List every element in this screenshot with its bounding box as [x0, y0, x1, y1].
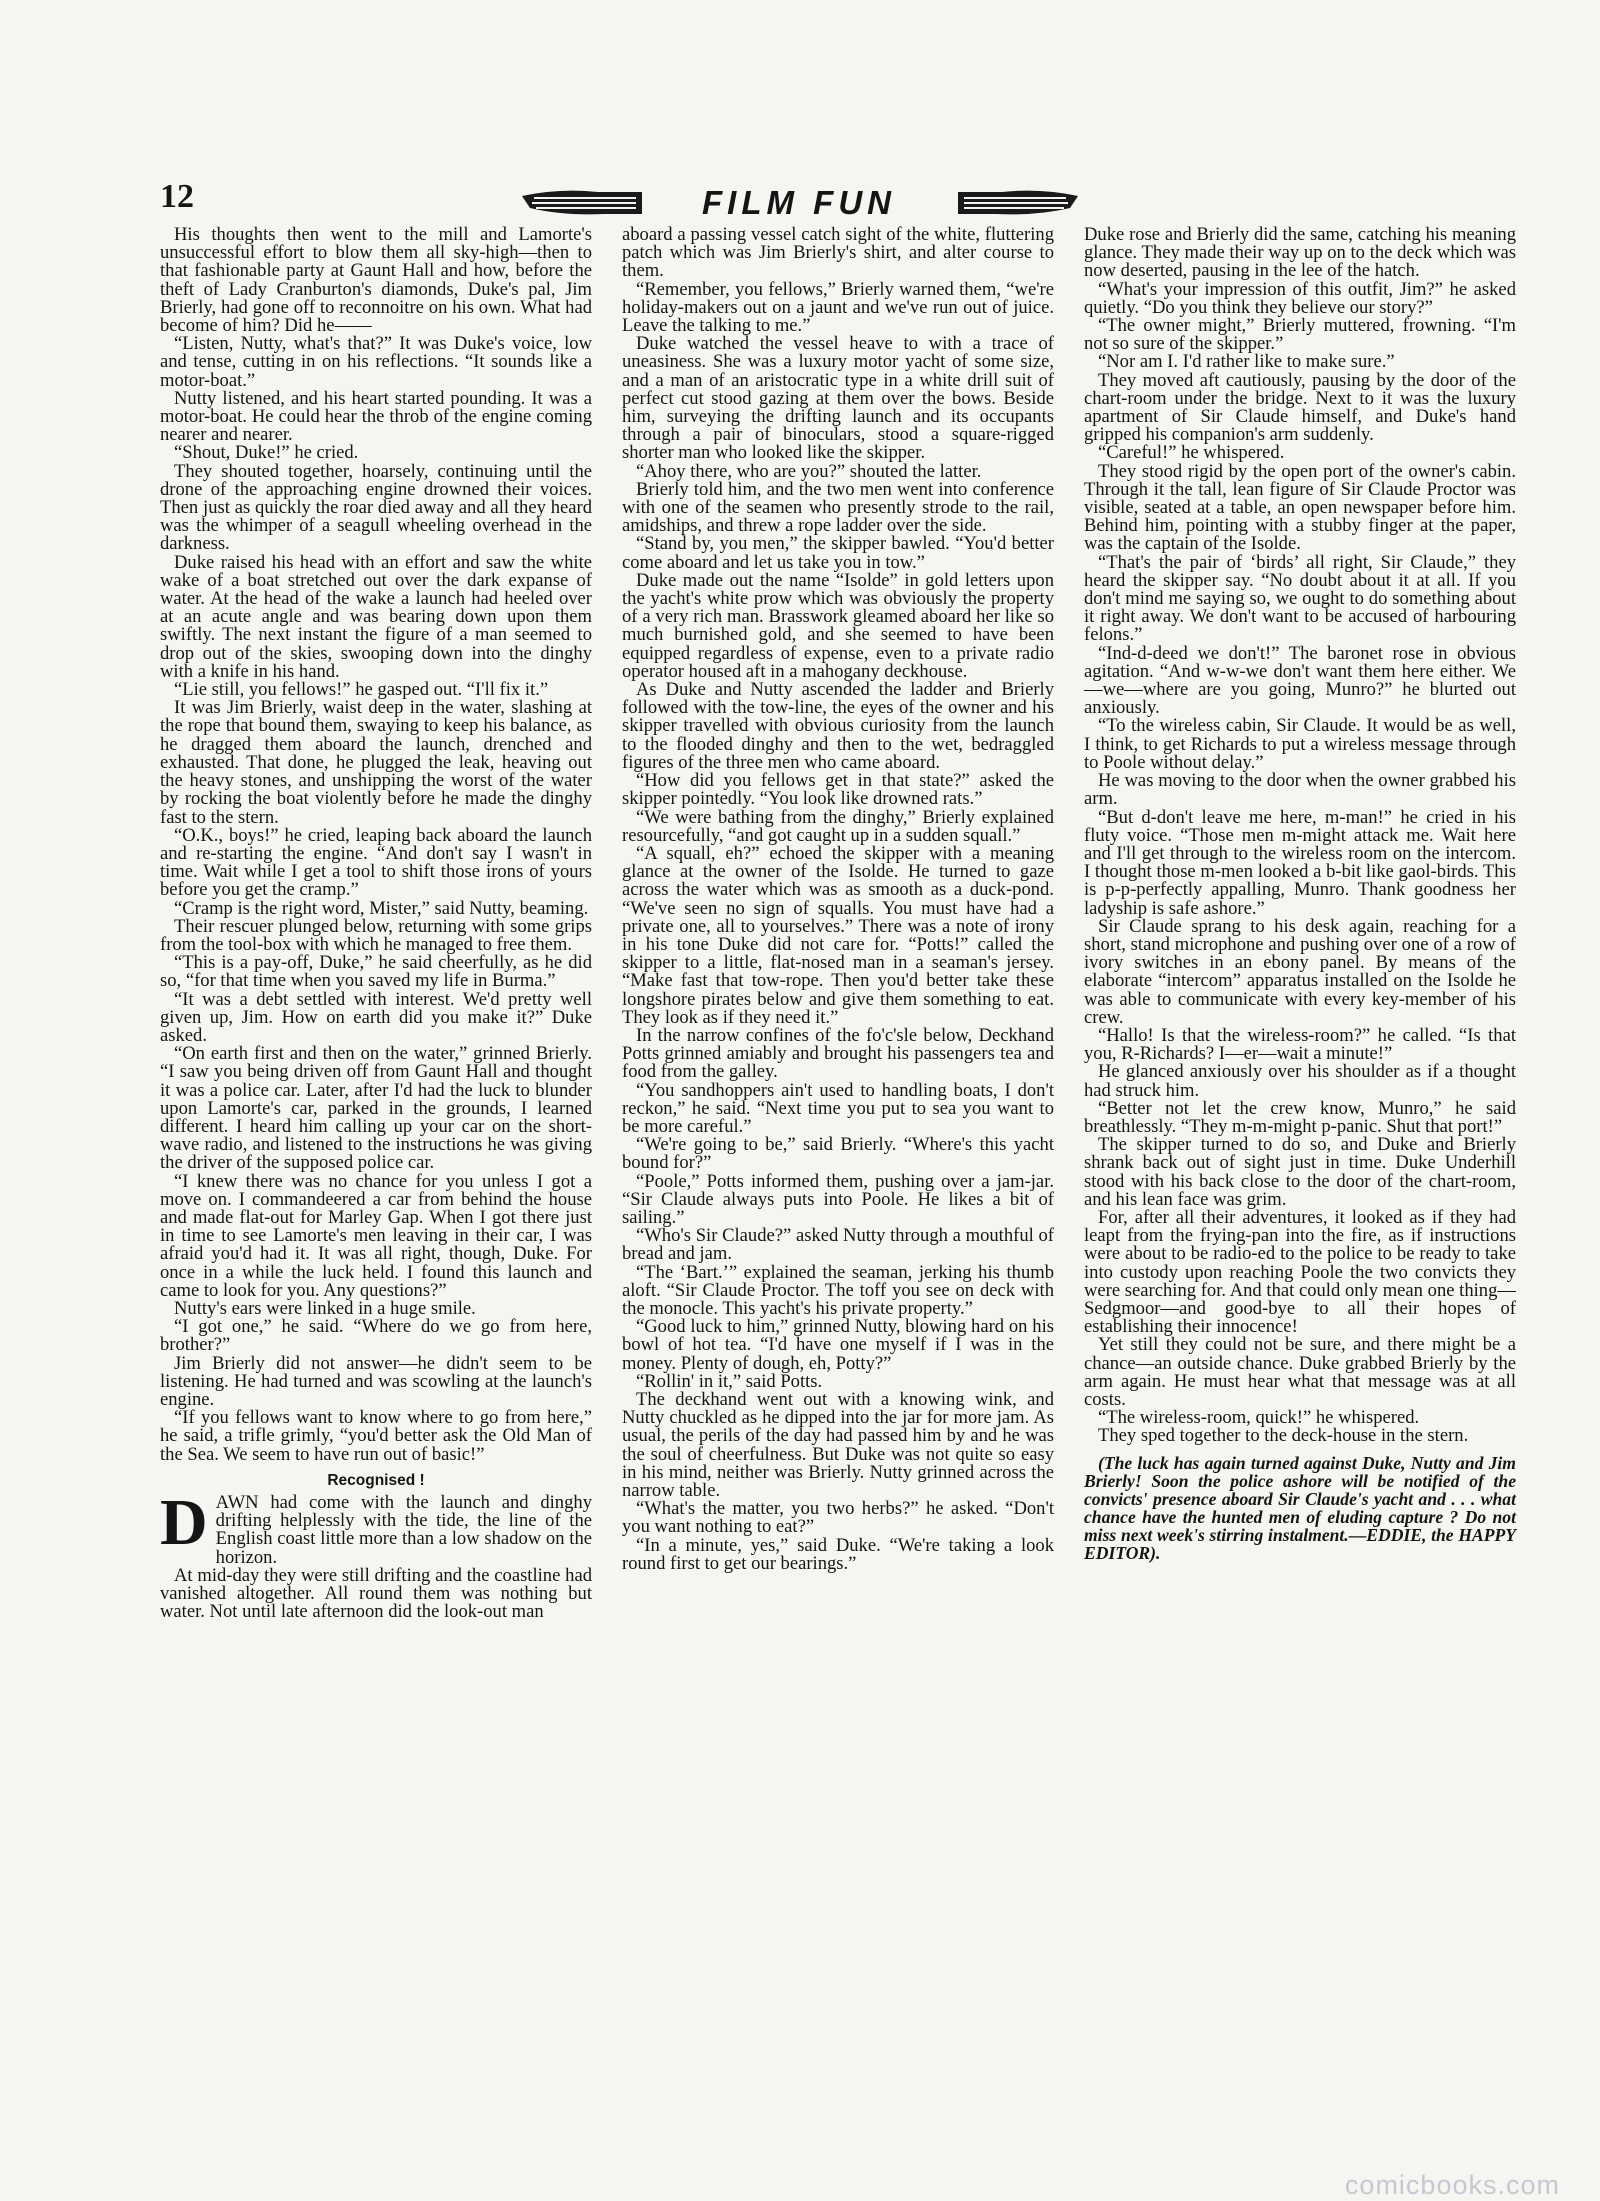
paragraph: “On earth first and then on the water,” grinned Brierly. “I saw you being driven off from Gaunt Hall and thought it was a police car. Later, after I'd had the luck to blunder upon Lamorte's car, parked in the grounds, I learned different. I heard him calling up your car on the short-wave radio, and listened to the instructions he was giving the driver of the supposed police car. — [160, 1043, 592, 1174]
paragraph: “If you fellows want to know where to go from here,” he said, a trifle grimly, “you'd better ask the Old Man of the Sea. We seem to have run out of basic!” — [160, 1407, 592, 1465]
paragraph: They stood rigid by the open port of the owner's cabin. Through it the tall, lean figure of Sir Claude Proctor was visible, seated at a table, an open newspaper before him. Behind him, pointing with a stubby finger at the paper, was the captain of the Isolde. — [1084, 460, 1516, 555]
paragraph: “I knew there was no chance for you unless I got a move on. I commandeered a car from behind the house and made flat-out for Marley Gap. When I got there just in time to see Lamorte's men leaving in their car, I was afraid you'd had it. It was all right, though, Duke. For once in a while the luck held. I found this launch and came to look for you. Any questions?” — [160, 1170, 592, 1301]
paragraph: “Poole,” Potts informed them, pushing over a jam-jar. “Sir Claude always puts into Poole. He likes a bit of sailing.” — [622, 1170, 1054, 1228]
paragraph: “You sandhoppers ain't used to handling boats, I don't reckon,” he said. “Next time you put to sea you want to be more careful.” — [622, 1079, 1054, 1137]
paragraph: Their rescuer plunged below, returning with some grips from the tool-box with which he managed to free them. — [160, 915, 592, 955]
paragraph: At mid-day they were still drifting and the coastline had vanished altogether. All round them was nothing but water. Not until late afternoon did the look-out man — [160, 1564, 592, 1623]
paragraph: As Duke and Nutty ascended the ladder and Brierly followed with the tow-line, the eyes of the owner and his skipper travelled with obvious curiosity from the launch to the flooded dinghy and then to the wet, bedraggled figures of the three men who came aboard. — [622, 679, 1054, 773]
paragraph: “Ahoy there, who are you?” shouted the latter. — [636, 460, 982, 482]
paragraph: “Careful!” he whispered. — [1098, 442, 1285, 464]
paragraph: “This is a pay-off, Duke,” he said cheerfully, as he did so, “for that time when you saved my life in Burma.” — [160, 952, 592, 992]
paragraph: “How did you fellows get in that state?” asked the skipper pointedly. “You look like drowned rats.” — [622, 770, 1054, 810]
paragraph: “We were bathing from the dinghy,” Brierly explained resourcefully, “and got caught up in a sudden squall.” — [622, 806, 1054, 846]
masthead-left-ornament — [520, 186, 644, 218]
paragraph: “To the wireless cabin, Sir Claude. It would be as well, I think, to get Richards to put a wireless message through to Poole without delay.” — [1084, 715, 1516, 773]
paragraph: In the narrow confines of the fo'c'sle below, Deckhand Potts grinned amiably and brought his passengers tea and food from the galley. — [622, 1024, 1054, 1083]
paragraph: The skipper turned to do so, and Duke and Brierly shrank back out of sight just in time. Duke Underhill stood with his back close to the door of the chart-room, and his lean face was grim. — [1084, 1134, 1516, 1210]
paragraph: “What's your impression of this outfit, Jim?” he asked quietly. “Do you think they believe our story?” — [1084, 278, 1516, 318]
paragraph: It was Jim Brierly, waist deep in the water, slashing at the rope that bound them, swaying to keep his balance, as he dragged them aboard the launch, drenched and exhausted. That done, he plugged the leak, heaving out the heavy stones, and unshipping the worst of the water by rocking the boat violently before he made the dinghy fast to the stern. — [160, 697, 592, 828]
paragraph: “It was a debt settled with interest. We'd pretty well given up, Jim. How on earth did you make it?” Duke asked. — [160, 988, 592, 1046]
paragraph: Duke watched the vessel heave to with a trace of uneasiness. She was a luxury motor yacht of some size, and a man of an aristocratic type in a white drill suit of perfect cut stood gazing at them over the bows. Beside him, surveying the drifting launch and its occupants through a pair of binoculars, stood a square-rigged shorter man who looked like the skipper. — [622, 333, 1054, 464]
paragraph: “Lie still, you fellows!” he gasped out. “I'll fix it.” — [174, 679, 549, 701]
paragraph: “Stand by, you men,” the skipper bawled. “You'd better come aboard and let us take you in tow.” — [622, 533, 1054, 573]
dropcap-paragraph — [160, 1486, 592, 1568]
paragraph: “Remember, you fellows,” Brierly warned them, “we're holiday-makers out on a jaunt and we've run out of juice. Leave the talking to me.” — [622, 278, 1054, 337]
paragraph: “The owner might,” Brierly muttered, frowning. “I'm not so sure of the skipper.” — [1084, 315, 1516, 355]
paragraph: “Nor am I. I'd rather like to make sure.” — [1098, 351, 1395, 373]
paragraph: Duke rose and Brierly did the same, catching his meaning glance. They made their way up on to the deck which was now deserted, pausing in the lee of the hatch. — [1084, 224, 1516, 282]
paragraph: “A squall, eh?” echoed the skipper with a meaning glance at the owner of the Isolde. He turned to gaze across the water which was as smooth as a duck-pond. “We've seen no sign of squalls. You must have had a private one, all to yourselves.” There was a note of irony in his tone Duke did not care for. “Potts!” called the skipper to a little, flat-nosed man in a seaman's jersey. “Make fast that tow-rope. Then you'd better take these longshore pirates below and give them something to eat. They look as if they need it.” — [622, 842, 1054, 1028]
drop-cap: D — [160, 1486, 208, 1560]
paragraph: “Who's Sir Claude?” asked Nutty through a mouthful of bread and jam. — [622, 1225, 1054, 1265]
masthead-right-ornament — [956, 186, 1080, 218]
paragraph: “Better not let the crew know, Munro,” he said breathlessly. “They m-m-might p-panic. Shut that port!” — [1084, 1097, 1516, 1137]
paragraph: They sped together to the deck-house in the stern. — [1098, 1425, 1469, 1447]
paragraph-text: AWN had come with the launch and dinghy drifting helplessly with the tide, the line of the English coast little more than a low shadow on the horizon. — [215, 1492, 592, 1568]
paragraph: “Listen, Nutty, what's that?” It was Duke's voice, low and tense, cutting in on his reflections. “It sounds like a motor-boat.” — [160, 333, 592, 391]
paragraph: aboard a passing vessel catch sight of the white, fluttering patch which was Jim Brierly's shirt, and alter course to them. — [622, 224, 1054, 282]
paragraph: Nutty's ears were linked in a huge smile. — [174, 1297, 476, 1319]
page-number: 12 — [160, 178, 194, 215]
paragraph: “What's the matter, you two herbs?” he asked. “Don't you want nothing to eat?” — [622, 1498, 1054, 1538]
paragraph: He was moving to the door when the owner grabbed his arm. — [1084, 770, 1516, 810]
paragraph: Jim Brierly did not answer—he didn't seem to be listening. He had turned and was scowling at the launch's engine. — [160, 1352, 592, 1410]
column-2 — [622, 226, 1054, 1573]
paragraph: “I got one,” he said. “Where do we go from here, brother?” — [160, 1316, 592, 1356]
paragraph: They shouted together, hoarsely, continuing until the drone of the approaching engine drowned their voices. Then just as quickly the roar died away and all they heard was the whimper of a seagull wheeling overhead in the darkness. — [160, 460, 592, 555]
paragraph: Sir Claude sprang to his desk again, reaching for a short, stand microphone and pushing over one of a row of ivory switches in an ebony panel. By means of the elaborate “intercom” apparatus installed on the Isolde he was able to communicate with every key-member of his crew. — [1084, 915, 1516, 1028]
paragraph: Duke raised his head with an effort and saw the white wake of a boat stretched out over the dark expanse of water. At the head of the wake a launch had heeled over at an acute angle and was bearing down upon them swiftly. The next instant the figure of a man seemed to drop out of the skies, swooping down into the dinghy with a knife in his hand. — [160, 551, 592, 682]
paragraph: “Shout, Duke!” he cried. — [174, 442, 359, 464]
paragraph: “Good luck to him,” grinned Nutty, blowing hard on his bowl of hot tea. “I'd have one myself if I was in the money. Plenty of dough, eh, Potty?” — [622, 1316, 1054, 1374]
masthead-title: FILM FUN — [702, 184, 896, 221]
paragraph: The deckhand went out with a knowing wink, and Nutty chuckled as he dipped into the jar for more jam. As usual, the perils of the day had passed him by and he was the soul of cheerfulness. But Duke was not quite so easy in his mind, neither was Brierly. Nutty grinned across the narrow table. — [622, 1389, 1054, 1502]
paragraph: “Cramp is the right word, Mister,” said Nutty, beaming. — [174, 897, 589, 919]
column-1 — [160, 226, 592, 1621]
paragraph: Duke made out the name “Isolde” in gold letters upon the yacht's white prow which was obviously the property of a very rich man. Brasswork gleamed aboard her like so much burnished gold, and she seemed to have been equipped regardless of expense, even to a private radio operator housed aft in a mahogany deckhouse. — [622, 569, 1054, 682]
masthead — [520, 180, 1080, 226]
paragraph: “Rollin' in it,” said Potts. — [636, 1370, 823, 1392]
paragraph: “But d-don't leave me here, m-man!” he cried in his fluty voice. “Those men m-might attack me. Wait here and I'll get through to the wireless room on the intercom. I thought those m-men looked a b-bit like gaol-birds. This is p-p-perfectly appalling, Munro. Thank goodness her ladyship is safe ashore.” — [1084, 806, 1516, 919]
paragraph: Brierly told him, and the two men went into conference with one of the seamen who presently strode to the rail, amidships, and threw a rope ladder over the side. — [622, 478, 1054, 537]
paragraph: Yet still they could not be sure, and there might be a chance—an outside chance. Duke grabbed Brierly by the arm again. He must hear what that message was at all costs. — [1084, 1334, 1516, 1410]
paragraph: “Ind-d-deed we don't!” The baronet rose in obvious agitation. “And w-w-we don't want them here either. We—we—where are you going, Munro?” he blurted out anxiously. — [1084, 642, 1516, 719]
paragraph: “O.K., boys!” he cried, leaping back aboard the launch and re-starting the engine. “And don't say I wasn't in time. Wait while I get a tool to shift those irons of yours before you get the cramp.” — [160, 824, 592, 901]
paragraph: Nutty listened, and his heart started pounding. It was a motor-boat. He could hear the throb of the engine coming nearer and nearer. — [160, 387, 592, 446]
editor-note: (The luck has again turned against Duke, Nutty and Jim Brierly! Soon the police ashore will be notified of the convicts' presence aboard Sir Claude's yacht and . . . what chance have the hunted men of eluding capture ? Do not miss next week's stirring instalment.—EDDIE, the HAPPY EDITOR). — [1084, 1452, 1516, 1563]
paragraph: His thoughts then went to the mill and Lamorte's unsuccessful effort to blow them all sky-high—then to that fashionable party at Gaunt Hall and how, before the theft of Lady Cranburton's diamonds, Duke's pal, Jim Brierly, had gone off to reconnoitre on his own. What had become of him? Did he—— — [160, 224, 592, 337]
paragraph: “We're going to be,” said Brierly. “Where's this yacht bound for?” — [622, 1134, 1054, 1174]
column-3 — [1084, 226, 1516, 1562]
paragraph: They moved aft cautiously, pausing by the door of the chart-room under the bridge. Next to it was the luxury apartment of Sir Claude himself, and Duke's hand gripped his companion's arm suddenly. — [1084, 369, 1516, 446]
paragraph: “Hallo! Is that the wireless-room?” he called. “Is that you, R-Richards? I—er—wait a minute!” — [1084, 1024, 1516, 1065]
paragraph: “The ‘Bart.’” explained the seaman, jerking his thumb aloft. “Sir Claude Proctor. The toff you see on deck with the monocle. This yacht's his private property.” — [622, 1261, 1054, 1319]
section-subheading: Recognised ! — [327, 1471, 425, 1489]
paragraph: “That's the pair of ‘birds’ all right, Sir Claude,” they heard the skipper say. “No doubt about it at all. If you don't mind me saying so, we ought to do something about it right away. We don't want to be accused of harbouring felons.” — [1084, 551, 1516, 646]
paragraph: For, after all their adventures, it looked as if they had leapt from the frying-pan into the fire, as if instructions were about to be radio-ed to the police to be ready to take into custody upon reaching Poole the two convicts they were searching for. And that could only mean one thing—Sedgmoor—and good-bye to all their hopes of establishing their innocence! — [1084, 1206, 1516, 1338]
watermark: comicbooks.com — [1344, 2170, 1560, 2200]
paragraph: He glanced anxiously over his shoulder as if a thought had struck him. — [1084, 1061, 1516, 1101]
paragraph: “The wireless-room, quick!” he whispered. — [1098, 1407, 1420, 1429]
paragraph: “In a minute, yes,” said Duke. “We're taking a look round first to get our bearings.” — [622, 1534, 1054, 1574]
